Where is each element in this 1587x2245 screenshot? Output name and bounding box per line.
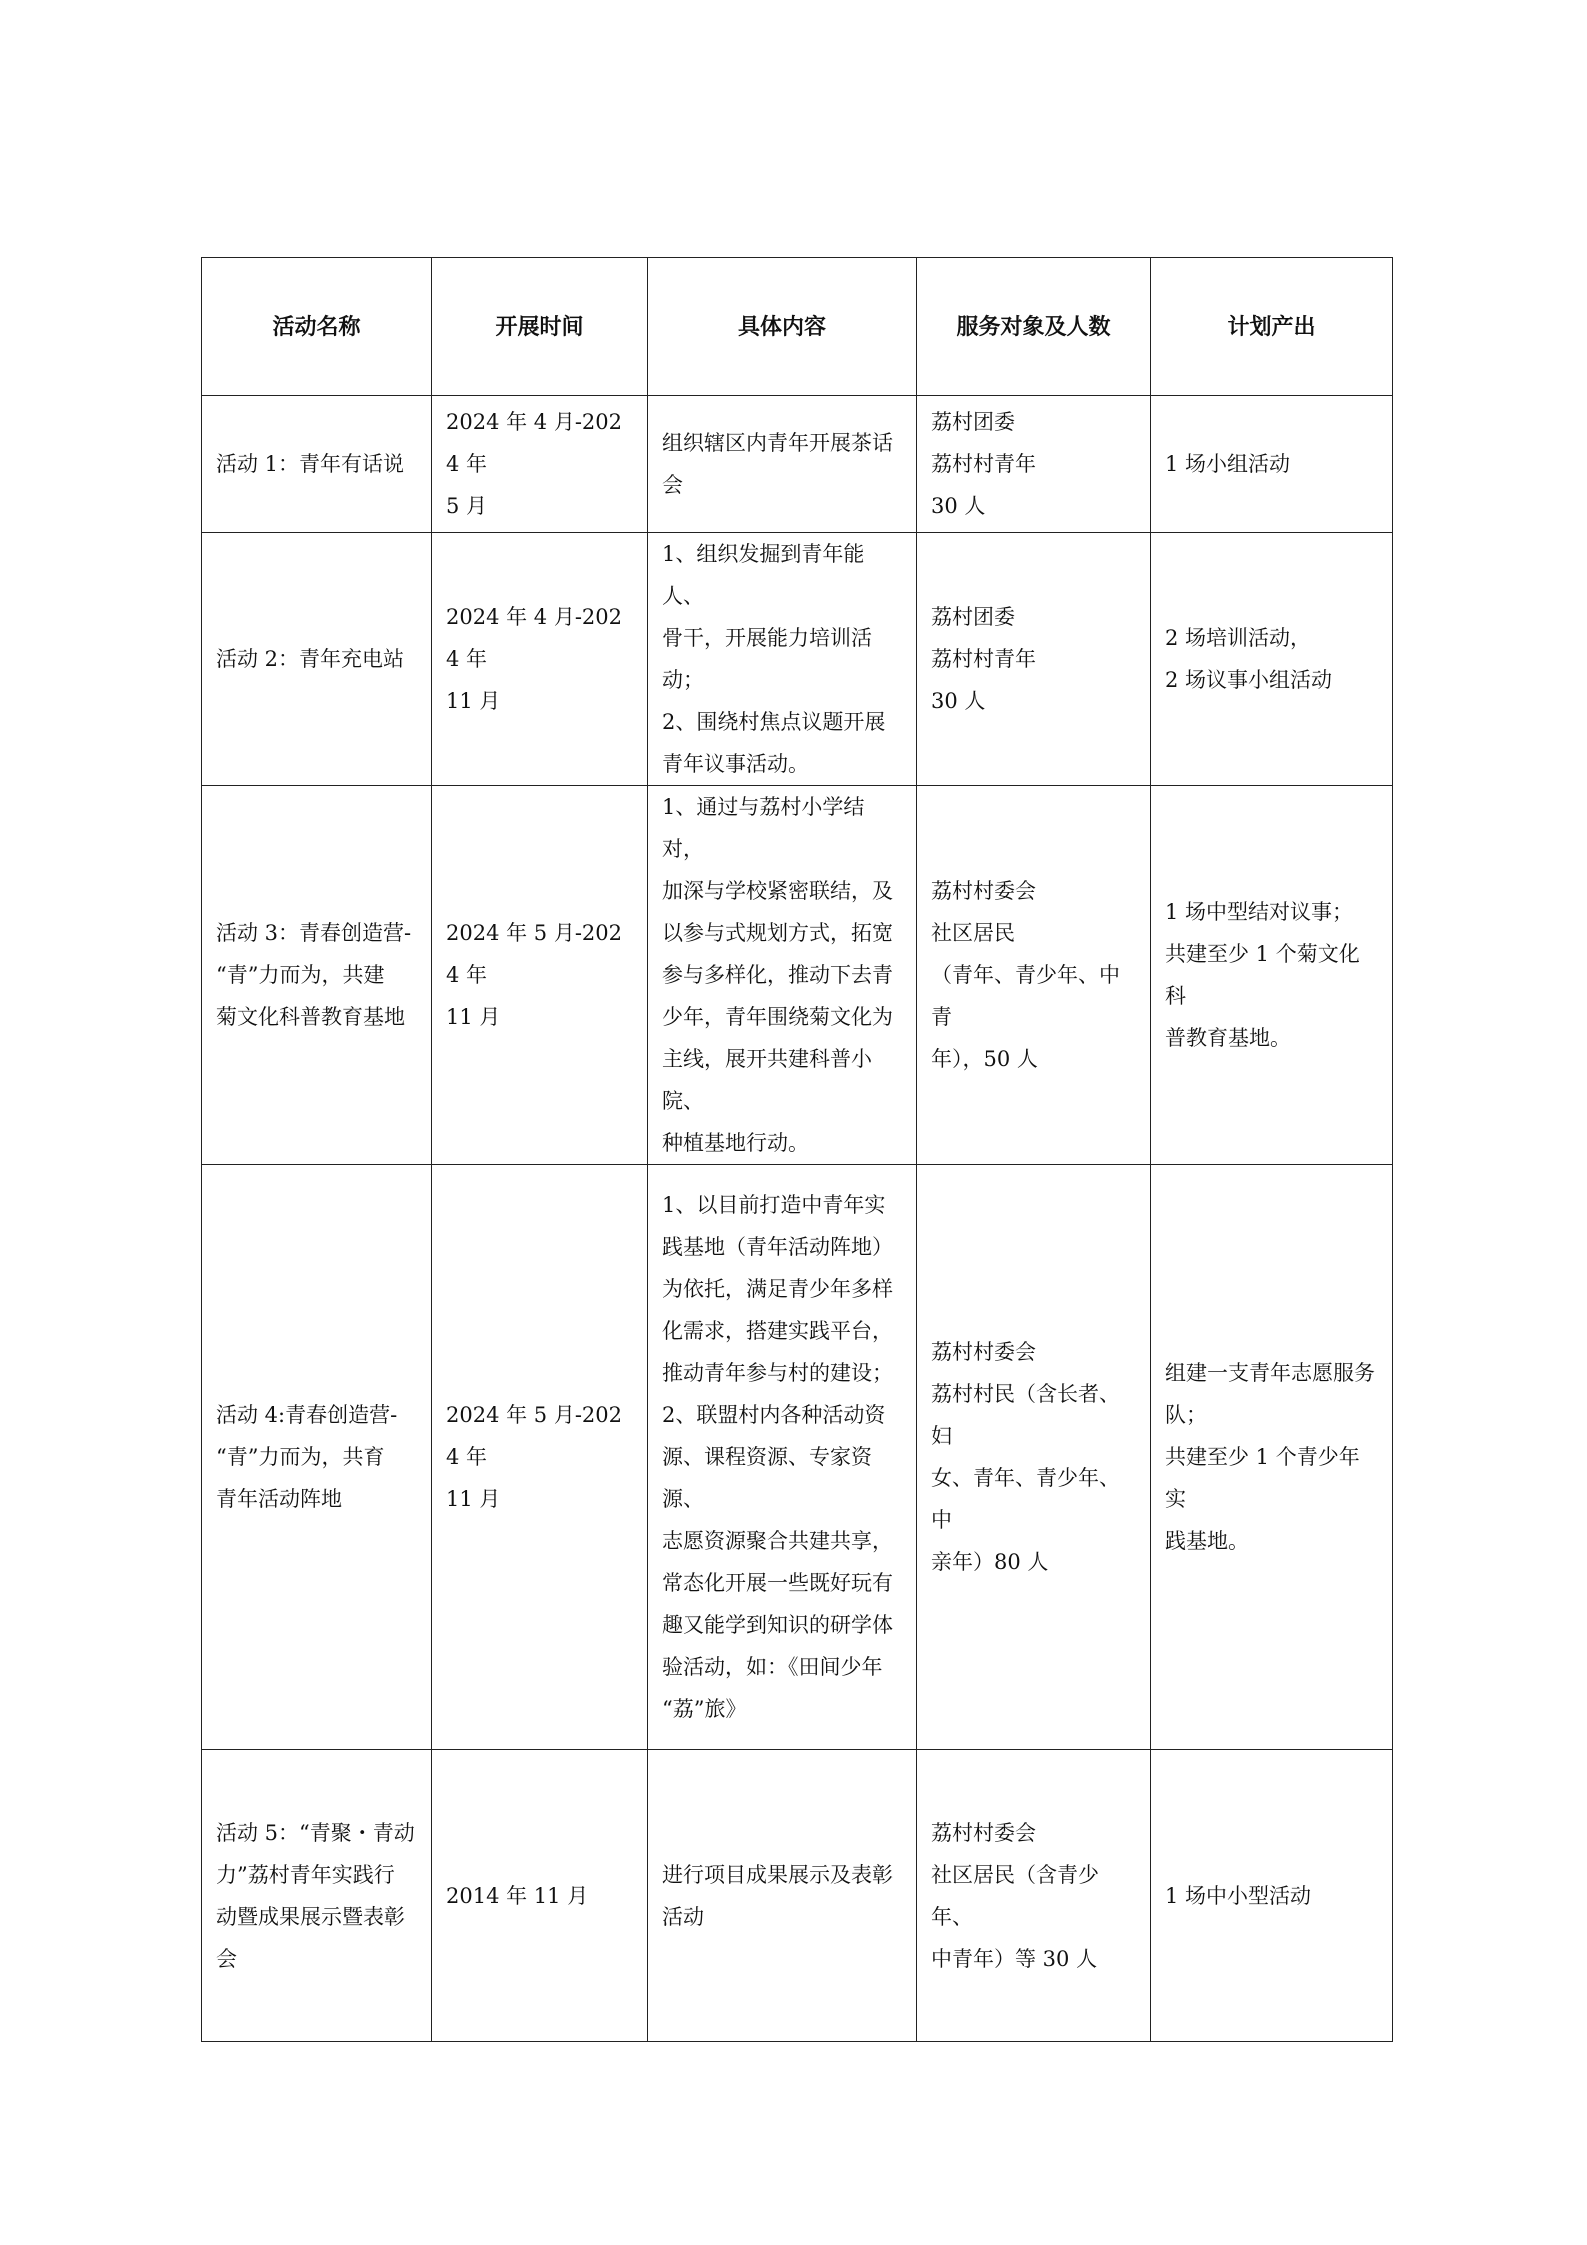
cell-line: 活动 5：“青聚・青动 (216, 1820, 415, 1845)
cell-line: 荔村团委 (931, 410, 1015, 434)
cell-line: 11 月 (446, 1487, 501, 1511)
cell-line: 常态化开展一些既好玩有 (662, 1571, 893, 1595)
cell-line: 2024 年 4 月-2024 年 (446, 410, 623, 476)
cell-line: 志愿资源聚合共建共享， (662, 1529, 893, 1553)
cell-line: 少年，青年围绕菊文化为 (662, 1005, 893, 1029)
cell-line: 以参与式规划方式，拓宽 (662, 921, 893, 945)
table-row (202, 786, 1393, 1165)
cell-line: 亲年）80 人 (931, 1550, 1049, 1574)
cell-line: 活动 1：青年有话说 (216, 452, 405, 476)
cell-line: 2 场培训活动， (1165, 626, 1312, 650)
cell-activity-name (202, 1750, 432, 2042)
cell-time (432, 533, 648, 786)
cell-line: 1、组织发掘到青年能人、 (662, 542, 865, 608)
cell-target (917, 396, 1151, 533)
cell-content (648, 533, 917, 786)
cell-line: 队； (1165, 1403, 1207, 1427)
cell-line: 源、课程资源、专家资源、 (662, 1445, 872, 1511)
cell-time (432, 396, 648, 533)
cell-line: 趣又能学到知识的研学体 (662, 1613, 893, 1637)
header-time: 开展时间 (432, 258, 648, 396)
cell-line: 1 场中小型活动 (1165, 1883, 1312, 1908)
cell-line: 组建一支青年志愿服务 (1165, 1361, 1375, 1385)
cell-line: 动暨成果展示暨表彰 (216, 1904, 405, 1929)
cell-output (1151, 396, 1393, 533)
cell-line: 1 场中型结对议事； (1165, 900, 1354, 924)
cell-line: 践基地。 (1165, 1529, 1249, 1553)
cell-line: 2024 年 5 月-2024 年 (446, 1403, 623, 1469)
cell-line: 11 月 (446, 689, 501, 713)
cell-line: 为依托，满足青少年多样 (662, 1277, 893, 1301)
cell-line: 11 月 (446, 1005, 501, 1029)
cell-line: 菊文化科普教育基地 (216, 1005, 405, 1029)
cell-line: 2、围绕村焦点议题开展 (662, 710, 886, 734)
cell-line: 年），50 人 (931, 1047, 1038, 1071)
cell-line: “青”力而为，共育 (216, 1445, 385, 1469)
cell-line: 参与多样化，推动下去青 (662, 963, 893, 987)
cell-line: 荔村团委 (931, 605, 1015, 629)
cell-line: 30 人 (931, 494, 986, 518)
cell-line: 力”荔村青年实践行 (216, 1862, 395, 1887)
cell-line: 2、联盟村内各种活动资 (662, 1403, 886, 1427)
cell-line: 青年议事活动。 (662, 752, 809, 776)
table-header-row (202, 258, 1393, 396)
cell-line: 30 人 (931, 689, 986, 713)
cell-target (917, 533, 1151, 786)
cell-line: 青年活动阵地 (216, 1487, 342, 1511)
cell-output (1151, 533, 1393, 786)
cell-line: 5 月 (446, 494, 488, 518)
cell-line: 共建至少 1 个菊文化科 (1165, 942, 1360, 1008)
cell-line: “荔”旅》 (662, 1697, 747, 1721)
cell-line: 共建至少 1 个青少年实 (1165, 1445, 1360, 1511)
cell-activity-name (202, 1165, 432, 1750)
cell-activity-name (202, 396, 432, 533)
cell-output (1151, 786, 1393, 1165)
cell-line: 女、青年、青少年、中 (931, 1466, 1120, 1532)
cell-output (1151, 1165, 1393, 1750)
cell-line: 社区居民 (931, 921, 1015, 945)
cell-line: 2024 年 4 月-2024 年 (446, 605, 623, 671)
cell-target (917, 1750, 1151, 2042)
cell-line: 中青年）等 30 人 (931, 1946, 1098, 1971)
cell-line: 普教育基地。 (1165, 1026, 1291, 1050)
cell-line: 活动 2：青年充电站 (216, 647, 405, 671)
cell-time (432, 786, 648, 1165)
cell-line: 加深与学校紧密联结，及 (662, 879, 893, 903)
header-content: 具体内容 (648, 258, 917, 396)
cell-activity-name (202, 533, 432, 786)
cell-target (917, 1165, 1151, 1750)
cell-time (432, 1165, 648, 1750)
cell-line: 主线，展开共建科普小院、 (662, 1047, 872, 1113)
cell-line: 1、通过与荔村小学结对， (662, 795, 865, 861)
cell-line: 化需求，搭建实践平台， (662, 1319, 893, 1343)
cell-line: 会 (216, 1946, 237, 1971)
cell-line: 组织辖区内青年开展茶话 (662, 431, 893, 455)
cell-line: 荔村村民（含长者、妇 (931, 1382, 1120, 1448)
cell-line: 验活动，如：《田间少年 (662, 1655, 883, 1679)
cell-time (432, 1750, 648, 2042)
cell-line: 骨干，开展能力培训活动； (662, 626, 872, 692)
cell-activity-name (202, 786, 432, 1165)
cell-line: （青年、青少年、中青 (931, 963, 1120, 1029)
activity-plan-table (201, 257, 1393, 2042)
cell-line: 荔村村青年 (931, 647, 1036, 671)
table-row (202, 533, 1393, 786)
cell-line: 践基地（青年活动阵地） (662, 1235, 893, 1259)
cell-line: 1、以目前打造中青年实 (662, 1193, 886, 1217)
header-output: 计划产出 (1151, 258, 1393, 396)
table-row (202, 396, 1393, 533)
cell-content (648, 786, 917, 1165)
cell-line: 活动 (662, 1904, 704, 1929)
header-target: 服务对象及人数 (917, 258, 1151, 396)
cell-line: 2024 年 5 月-2024 年 (446, 921, 623, 987)
table-row (202, 1750, 1393, 2042)
cell-line: “青”力而为，共建 (216, 963, 385, 987)
cell-line: 活动 4:青春创造营- (216, 1403, 398, 1427)
cell-line: 荔村村委会 (931, 1340, 1036, 1364)
cell-content (648, 1165, 917, 1750)
cell-line: 会 (662, 473, 683, 497)
cell-target (917, 786, 1151, 1165)
cell-line: 社区居民（含青少年、 (931, 1862, 1099, 1929)
cell-line: 荔村村青年 (931, 452, 1036, 476)
cell-line: 种植基地行动。 (662, 1131, 809, 1155)
table-row (202, 1165, 1393, 1750)
header-activity-name: 活动名称 (202, 258, 432, 396)
cell-line: 1 场小组活动 (1165, 452, 1291, 476)
cell-output (1151, 1750, 1393, 2042)
cell-line: 2 场议事小组活动 (1165, 668, 1333, 692)
cell-line: 推动青年参与村的建设； (662, 1361, 893, 1385)
cell-content (648, 396, 917, 533)
cell-line: 2014 年 11 月 (446, 1883, 589, 1908)
cell-content (648, 1750, 917, 2042)
cell-line: 进行项目成果展示及表彰 (662, 1862, 893, 1887)
cell-line: 活动 3：青春创造营- (216, 921, 412, 945)
cell-line: 荔村村委会 (931, 879, 1036, 903)
cell-line: 荔村村委会 (931, 1820, 1036, 1845)
